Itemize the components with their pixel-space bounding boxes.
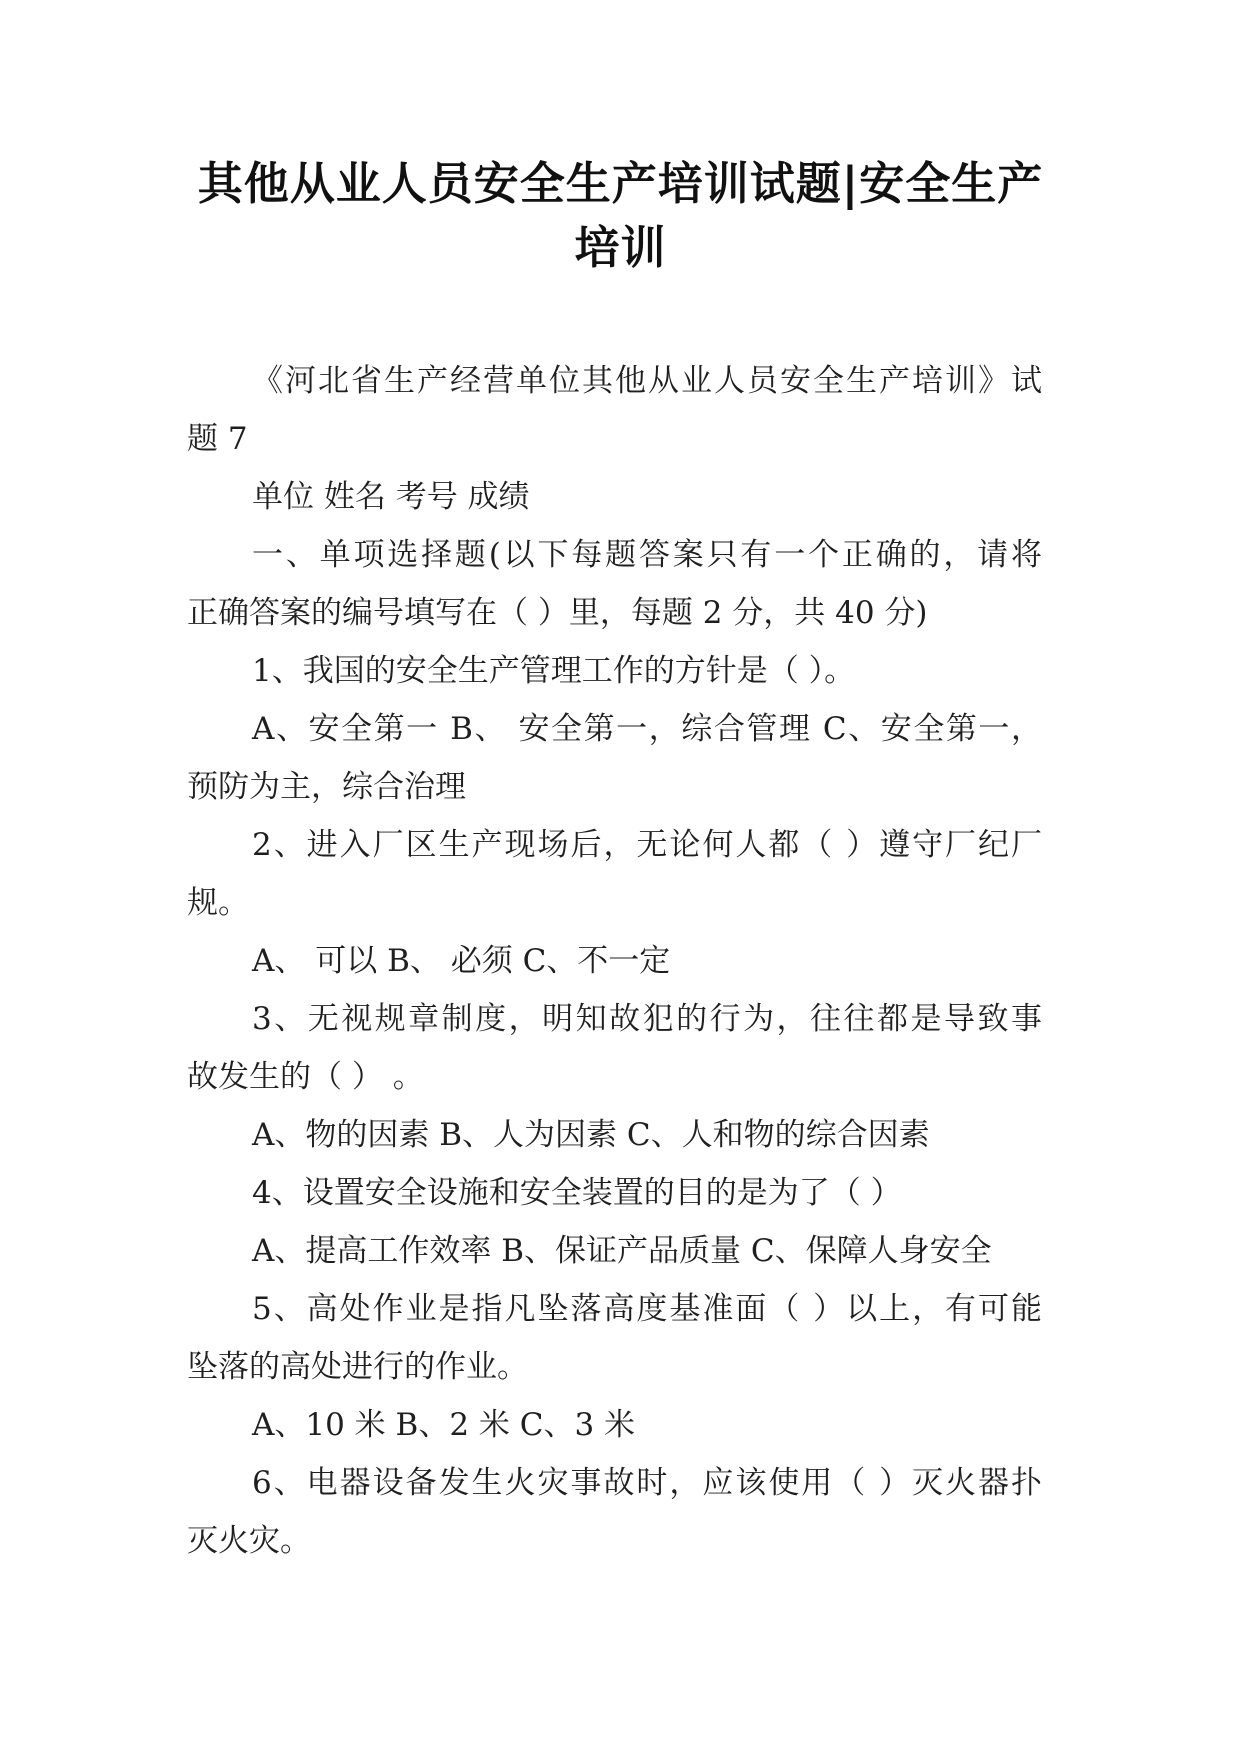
question-5-line-2: 坠落的高处进行的作业。 xyxy=(187,1349,528,1385)
question-2-options: A、 可以 B、 必须 C、不一定 xyxy=(252,943,671,979)
section-instruction-line-2: 正确答案的编号填写在（ ）里，每题 2 分，共 40 分) xyxy=(187,595,928,631)
question-5-options: A、10 米 B、2 米 C、3 米 xyxy=(252,1407,636,1443)
question-4-options: A、提高工作效率 B、保证产品质量 C、保障人身安全 xyxy=(252,1233,992,1269)
question-2-line-2: 规。 xyxy=(187,885,249,921)
exam-heading-line-2: 题 7 xyxy=(187,421,248,457)
section-instruction-line-1: 一、单项选择题(以下每题答案只有一个正确的，请将 xyxy=(252,537,1042,573)
question-1: 1、我国的安全生产管理工作的方针是（ ）。 xyxy=(252,653,856,689)
question-5-line-1: 5、高处作业是指凡坠落高度基准面（ ）以上，有可能 xyxy=(252,1291,1042,1327)
question-1-options-line-1: A、安全第一 B、 安全第一，综合管理 C、安全第一， xyxy=(252,711,1042,747)
exam-heading-line-1: 《河北省生产经营单位其他从业人员安全生产培训》试 xyxy=(252,363,1042,399)
question-3-line-1: 3、无视规章制度，明知故犯的行为，往往都是导致事 xyxy=(252,1001,1042,1037)
document-title-line-2: 培训 xyxy=(574,221,667,274)
question-6-line-1: 6、电器设备发生火灾事故时，应该使用（ ）灭火器扑 xyxy=(252,1465,1042,1501)
question-6-line-2: 灭火灾。 xyxy=(187,1523,311,1559)
document-title-line-1: 其他从业人员安全生产培训试题|安全生产 xyxy=(197,157,1044,210)
question-3-options: A、物的因素 B、人为因素 C、人和物的综合因素 xyxy=(252,1117,930,1153)
question-2-line-1: 2、进入厂区生产现场后，无论何人都（ ）遵守厂纪厂 xyxy=(252,827,1042,863)
question-4: 4、设置安全设施和安全装置的目的是为了（ ） xyxy=(252,1175,902,1211)
question-1-options-line-2: 预防为主，综合治理 xyxy=(187,769,466,805)
candidate-info-fields: 单位 姓名 考号 成绩 xyxy=(252,479,530,515)
question-3-line-2: 故发生的（ ） 。 xyxy=(187,1059,424,1095)
